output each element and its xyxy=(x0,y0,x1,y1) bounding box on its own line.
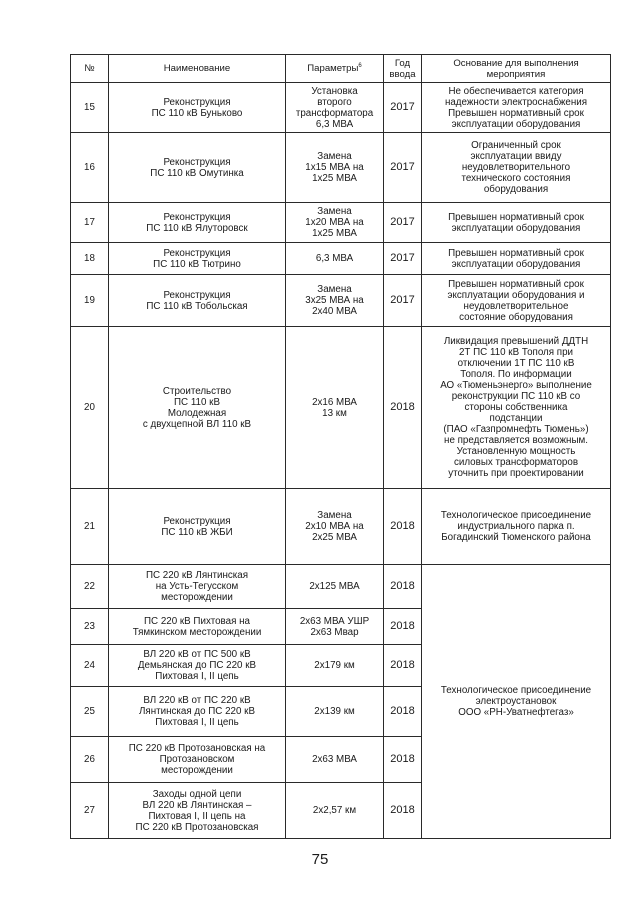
row-year: 2018 xyxy=(384,783,422,839)
row-parameters: 2х63 МВА УШР 2х63 Мвар xyxy=(286,609,384,645)
row-number: 16 xyxy=(71,133,109,203)
header-basis: Основание для выполнения мероприятия xyxy=(422,55,611,83)
row-year: 2018 xyxy=(384,327,422,489)
row-name: ПС 220 кВ Протозановская на Протозановском месторождении xyxy=(109,737,286,783)
row-parameters: Установка второго трансформатора 6,3 МВА xyxy=(286,83,384,133)
header-name: Наименование xyxy=(109,55,286,83)
row-parameters: Замена 1х20 МВА на 1х25 МВА xyxy=(286,203,384,243)
row-name: ПС 220 кВ Лянтинская на Усть-Тегусском месторождении xyxy=(109,565,286,609)
row-year: 2018 xyxy=(384,609,422,645)
row-name: ПС 220 кВ Пихтовая на Тямкинском месторождении xyxy=(109,609,286,645)
page-number: 75 xyxy=(311,851,329,868)
row-name: Реконструкция ПС 110 кВ Тобольская xyxy=(109,275,286,327)
row-year: 2017 xyxy=(384,203,422,243)
header-number: № xyxy=(71,55,109,83)
row-parameters: Замена 2х10 МВА на 2х25 МВА xyxy=(286,489,384,565)
row-number: 24 xyxy=(71,645,109,687)
row-number: 17 xyxy=(71,203,109,243)
table-header-row xyxy=(71,55,611,83)
row-name: Реконструкция ПС 110 кВ Ялуторовск xyxy=(109,203,286,243)
row-name: Реконструкция ПС 110 кВ Омутинка xyxy=(109,133,286,203)
header-parameters xyxy=(286,55,384,83)
table-row xyxy=(71,133,611,203)
row-number: 26 xyxy=(71,737,109,783)
table-row xyxy=(71,489,611,565)
row-number: 22 xyxy=(71,565,109,609)
row-basis: Ликвидация превышений ДДТН 2Т ПС 110 кВ Тополя при отключении 1Т ПС 110 кВ Тополя. По информации АО «Тюменьэнерго» выполнение реконструкции ПС 110 кВ со стороны собственника подстанции (ПАО «Газпромнефть Тюмень») не представляется возможным. Установленную мощность силовых трансформаторов уточнить при проектировании xyxy=(422,327,611,489)
table-row xyxy=(71,203,611,243)
row-year: 2018 xyxy=(384,565,422,609)
row-number: 18 xyxy=(71,243,109,275)
row-basis: Ограниченный срок эксплуатации ввиду неудовлетворительного технического состояния оборудования xyxy=(422,133,611,203)
row-year: 2017 xyxy=(384,243,422,275)
row-number: 19 xyxy=(71,275,109,327)
row-parameters: 2х16 МВА 13 км xyxy=(286,327,384,489)
row-year: 2018 xyxy=(384,645,422,687)
row-number: 23 xyxy=(71,609,109,645)
table-row xyxy=(71,275,611,327)
table-row xyxy=(71,243,611,275)
row-basis: Не обеспечивается категория надежности электроснабжения Превышен нормативный срок эксплуатации оборудования xyxy=(422,83,611,133)
row-year: 2018 xyxy=(384,687,422,737)
merged-basis-cell: Технологическое присоединение электроустановок ООО «РН-Уватнефтегаз» xyxy=(422,565,611,839)
footnote-marker: 6 xyxy=(358,63,362,69)
row-year: 2017 xyxy=(384,133,422,203)
table-row xyxy=(71,83,611,133)
table-row xyxy=(71,565,611,609)
row-number: 15 xyxy=(71,83,109,133)
row-parameters: 2х63 МВА xyxy=(286,737,384,783)
row-year: 2017 xyxy=(384,275,422,327)
row-basis: Технологическое присоединение индустриального парка п. Богадинский Тюменского района xyxy=(422,489,611,565)
header-year: Год ввода xyxy=(384,55,422,83)
investment-measures-table xyxy=(70,54,611,839)
row-year: 2018 xyxy=(384,737,422,783)
row-number: 27 xyxy=(71,783,109,839)
row-number: 25 xyxy=(71,687,109,737)
row-parameters: 2х2,57 км xyxy=(286,783,384,839)
row-basis: Превышен нормативный срок эксплуатации оборудования xyxy=(422,203,611,243)
header-parameters-label: Параметры xyxy=(307,63,359,74)
row-parameters: 2х179 км xyxy=(286,645,384,687)
row-number: 21 xyxy=(71,489,109,565)
row-parameters: 2х125 МВА xyxy=(286,565,384,609)
row-name: ВЛ 220 кВ от ПС 500 кВ Демьянская до ПС 220 кВ Пихтовая I, II цепь xyxy=(109,645,286,687)
row-name: Реконструкция ПС 110 кВ Буньково xyxy=(109,83,286,133)
row-parameters: Замена 3х25 МВА на 2х40 МВА xyxy=(286,275,384,327)
row-name: ВЛ 220 кВ от ПС 220 кВ Лянтинская до ПС 220 кВ Пихтовая I, II цепь xyxy=(109,687,286,737)
row-parameters: Замена 1х15 МВА на 1х25 МВА xyxy=(286,133,384,203)
row-year: 2018 xyxy=(384,489,422,565)
row-name: Реконструкция ПС 110 кВ Тютрино xyxy=(109,243,286,275)
row-year: 2017 xyxy=(384,83,422,133)
row-parameters: 6,3 МВА xyxy=(286,243,384,275)
row-parameters: 2х139 км xyxy=(286,687,384,737)
table-row xyxy=(71,327,611,489)
row-name: Заходы одной цепи ВЛ 220 кВ Лянтинская – Пихтовая I, II цепь на ПС 220 кВ Протозановская xyxy=(109,783,286,839)
row-name: Строительство ПС 110 кВ Молодежная с двухцепной ВЛ 110 кВ xyxy=(109,327,286,489)
row-number: 20 xyxy=(71,327,109,489)
row-name: Реконструкция ПС 110 кВ ЖБИ xyxy=(109,489,286,565)
row-basis: Превышен нормативный срок эксплуатации оборудования xyxy=(422,243,611,275)
row-basis: Превышен нормативный срок эксплуатации оборудования и неудовлетворительное состояние оборудования xyxy=(422,275,611,327)
